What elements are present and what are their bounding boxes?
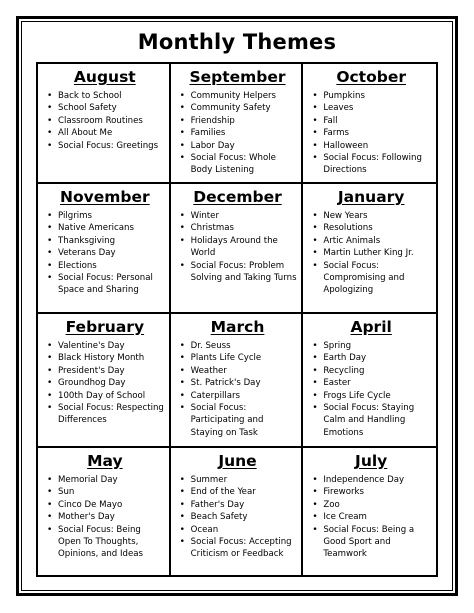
theme-list: [309, 90, 433, 177]
theme-item: • Fall: [323, 115, 433, 127]
theme-item: • Labor Day: [191, 140, 299, 152]
theme-item: • Social Focus: Being a Good Sport and Teamwork: [323, 524, 433, 561]
month-heading: October: [336, 68, 406, 86]
theme-item: • Social Focus: Participating and Staying on Task: [191, 402, 299, 439]
theme-item: • Beach Safety: [191, 511, 299, 523]
theme-item: • Halloween: [323, 140, 433, 152]
theme-item: • Classroom Routines: [58, 115, 166, 127]
theme-list: [44, 90, 166, 152]
month-heading: September: [189, 68, 286, 86]
theme-item: • Social Focus: Compromising and Apologizing: [323, 260, 433, 297]
theme-list: [309, 474, 433, 561]
month-heading: July: [355, 452, 388, 470]
theme-item: • Social Focus: Personal Space and Sharing: [58, 272, 166, 297]
themes-grid: [36, 62, 438, 577]
theme-item: • Community Helpers: [191, 90, 299, 102]
theme-item: • Memorial Day: [58, 474, 166, 486]
theme-list: [177, 90, 299, 177]
theme-item: • Farms: [323, 127, 433, 139]
theme-list: [44, 210, 166, 297]
theme-item: • Cinco De Mayo: [58, 499, 166, 511]
theme-item: • All About Me: [58, 127, 166, 139]
theme-list: [177, 474, 299, 561]
month-cell-july: [303, 448, 436, 575]
theme-item: • Valentine's Day: [58, 340, 166, 352]
theme-list: [177, 210, 299, 284]
theme-item: • Friendship: [191, 115, 299, 127]
theme-item: • Social Focus: Being Open To Thoughts, Opinions, and Ideas: [58, 524, 166, 561]
month-cell-october: [303, 64, 436, 184]
theme-item: • Native Americans: [58, 222, 166, 234]
theme-item: • Martin Luther King Jr.: [323, 247, 433, 259]
theme-item: • Pilgrims: [58, 210, 166, 222]
theme-item: • New Years: [323, 210, 433, 222]
theme-item: • Back to School: [58, 90, 166, 102]
theme-item: • Resolutions: [323, 222, 433, 234]
page-title: Monthly Themes: [137, 30, 337, 54]
theme-item: • Families: [191, 127, 299, 139]
month-heading: August: [73, 68, 136, 86]
theme-item: • Mother's Day: [58, 511, 166, 523]
theme-item: • Winter: [191, 210, 299, 222]
theme-list: [177, 340, 299, 439]
theme-item: • Plants Life Cycle: [191, 352, 299, 364]
month-heading: January: [337, 188, 405, 206]
theme-item: • Summer: [191, 474, 299, 486]
theme-item: • Social Focus: Problem Solving and Taking Turns: [191, 260, 299, 285]
month-heading: February: [65, 318, 145, 336]
month-heading: June: [218, 452, 257, 470]
theme-item: • School Safety: [58, 102, 166, 114]
month-cell-january: [303, 184, 436, 314]
theme-item: • Social Focus: Respecting Differences: [58, 402, 166, 427]
theme-item: • Ocean: [191, 524, 299, 536]
theme-list: [44, 340, 166, 427]
month-cell-august: [38, 64, 171, 184]
theme-item: • Artic Animals: [323, 235, 433, 247]
theme-item: • Frogs Life Cycle: [323, 390, 433, 402]
theme-item: • Leaves: [323, 102, 433, 114]
theme-item: • President's Day: [58, 365, 166, 377]
month-cell-november: [38, 184, 171, 314]
theme-item: • Christmas: [191, 222, 299, 234]
theme-item: • Social Focus: Whole Body Listening: [191, 152, 299, 177]
theme-item: • 100th Day of School: [58, 390, 166, 402]
theme-item: • Social Focus: Staying Calm and Handling Emotions: [323, 402, 433, 439]
theme-item: • Fireworks: [323, 486, 433, 498]
month-heading: December: [193, 188, 282, 206]
theme-item: • Social Focus: Greetings: [58, 140, 166, 152]
theme-item: • Holidays Around the World: [191, 235, 299, 260]
theme-item: • Zoo: [323, 499, 433, 511]
theme-item: • Pumpkins: [323, 90, 433, 102]
theme-item: • Sun: [58, 486, 166, 498]
theme-item: • Thanksgiving: [58, 235, 166, 247]
theme-item: • Father's Day: [191, 499, 299, 511]
month-cell-april: [303, 314, 436, 448]
theme-list: [309, 340, 433, 439]
month-cell-march: [171, 314, 304, 448]
theme-item: • Independence Day: [323, 474, 433, 486]
theme-item: • Dr. Seuss: [191, 340, 299, 352]
theme-item: • Ice Cream: [323, 511, 433, 523]
theme-list: [44, 474, 166, 561]
month-cell-february: [38, 314, 171, 448]
theme-item: • Weather: [191, 365, 299, 377]
month-cell-june: [171, 448, 304, 575]
month-heading: May: [87, 452, 123, 470]
theme-item: • Recycling: [323, 365, 433, 377]
month-cell-may: [38, 448, 171, 575]
theme-item: • Caterpillars: [191, 390, 299, 402]
theme-item: • Veterans Day: [58, 247, 166, 259]
theme-item: • St. Patrick's Day: [191, 377, 299, 389]
theme-item: • Elections: [58, 260, 166, 272]
month-cell-september: [171, 64, 304, 184]
theme-item: • Black History Month: [58, 352, 166, 364]
theme-item: • Spring: [323, 340, 433, 352]
month-cell-december: [171, 184, 304, 314]
theme-item: • End of the Year: [191, 486, 299, 498]
month-heading: April: [350, 318, 392, 336]
theme-item: • Earth Day: [323, 352, 433, 364]
theme-list: [309, 210, 433, 297]
theme-item: • Groundhog Day: [58, 377, 166, 389]
theme-item: • Social Focus: Accepting Criticism or Feedback: [191, 536, 299, 561]
theme-item: • Social Focus: Following Directions: [323, 152, 433, 177]
month-heading: March: [210, 318, 265, 336]
month-heading: November: [60, 188, 150, 206]
theme-item: • Community Safety: [191, 102, 299, 114]
theme-item: • Easter: [323, 377, 433, 389]
